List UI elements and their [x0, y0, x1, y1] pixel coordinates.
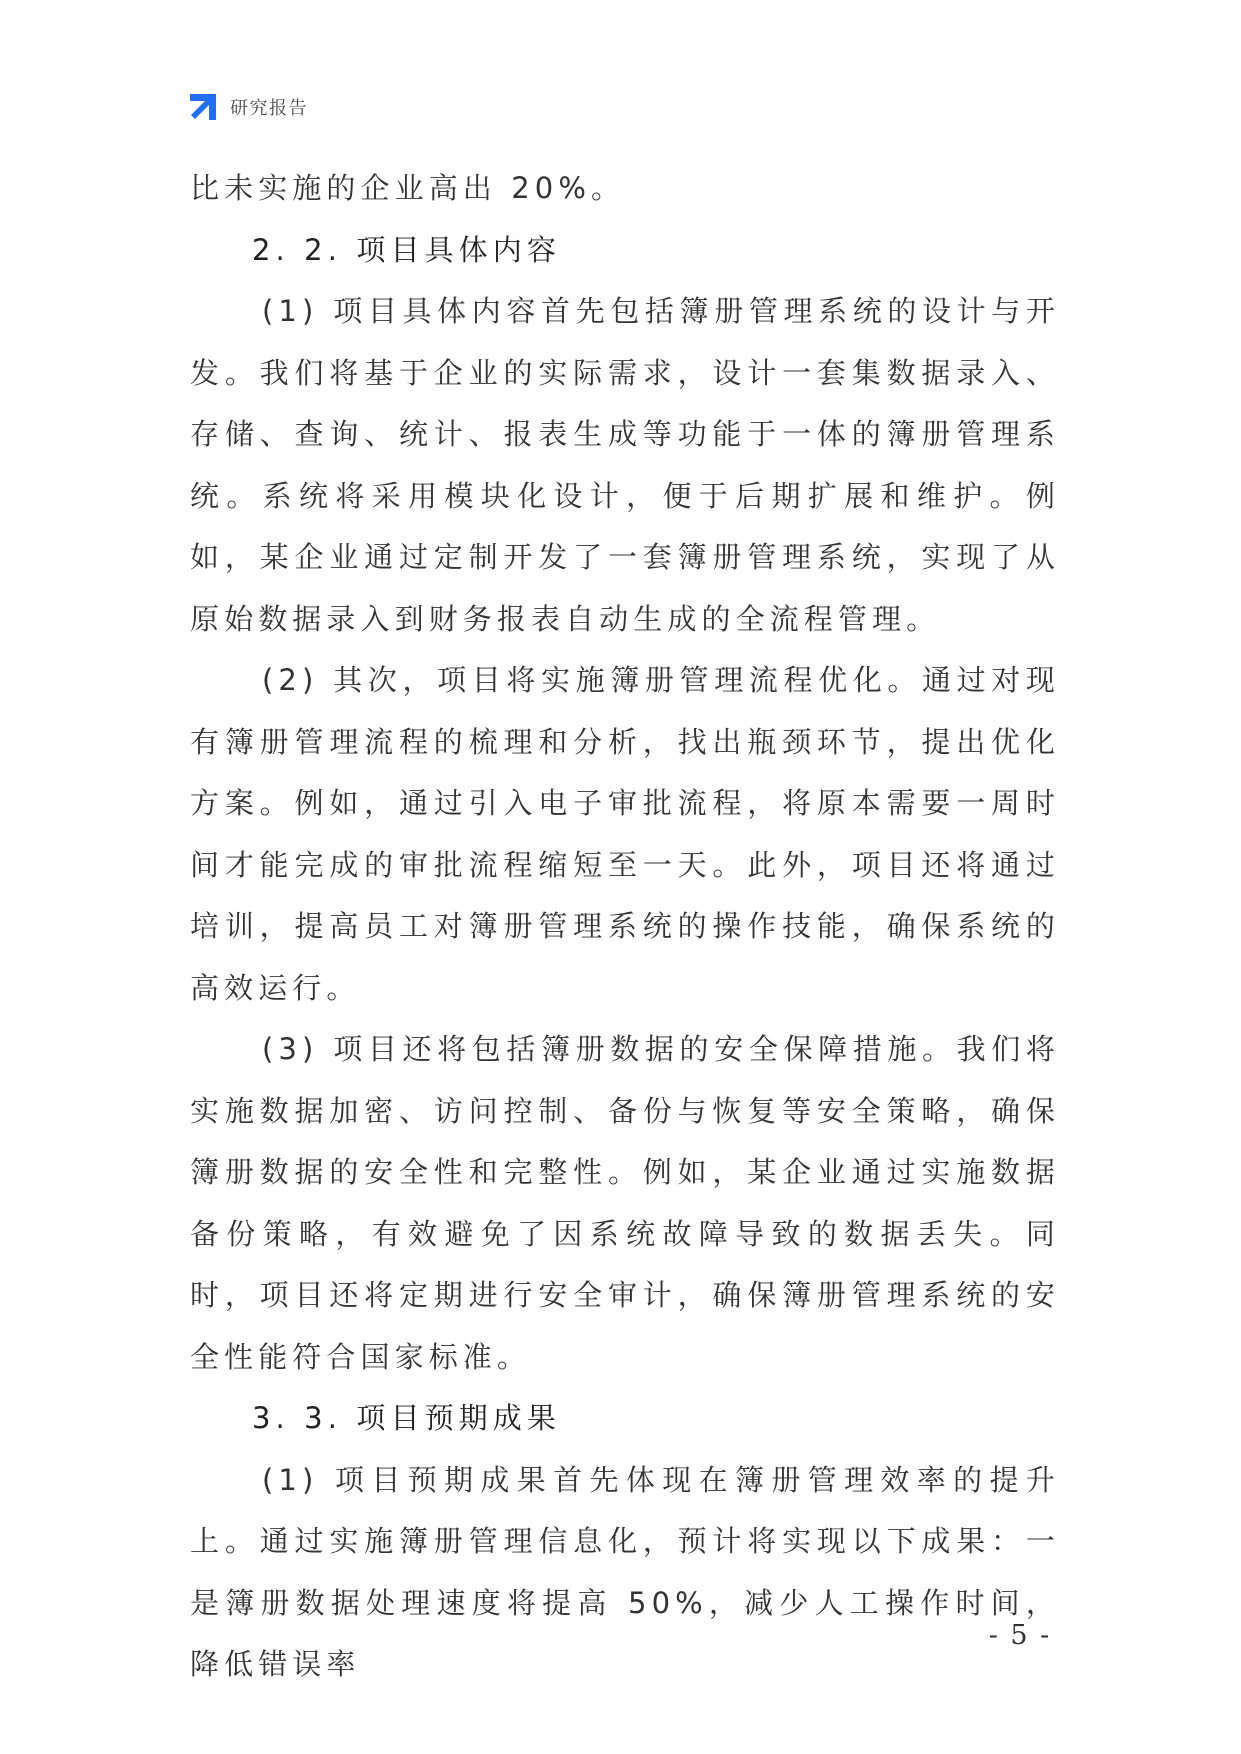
paragraph-2-2-1: (1) 项目具体内容首先包括簿册管理系统的设计与开发。我们将基于企业的实际需求，设计一套集数据录入、存储、查询、统计、报表生成等功能于一体的簿册管理系统。系统将采用模块化设计，便于后期扩展和维护。例如，某企业通过定制开发了一套簿册管理系统，实现了从原始数据录入到财务报表自动生成的全流程管理。 [190, 294, 1060, 636]
section-heading-2-2: 2. 2. 项目具体内容 [252, 232, 561, 267]
page-header [188, 90, 308, 124]
page-number: - 5 - [988, 1620, 1052, 1651]
header-title: 研究报告 [230, 98, 308, 119]
paragraph-2-2-2: (2) 其次，项目将实施簿册管理流程优化。通过对现有簿册管理流程的梳理和分析，找出瓶颈环节，提出优化方案。例如，通过引入电子审批流程，将原本需要一周时间才能完成的审批流程缩短至一天。此外，项目还将通过培训，提高员工对簿册管理系统的操作技能，确保系统的高效运行。 [190, 663, 1060, 1005]
document-body [190, 158, 1060, 1696]
paragraph-3-3-1: (1) 项目预期成果首先体现在簿册管理效率的提升上。通过实施簿册管理信息化，预计将实现以下成果：一是簿册数据处理速度将提高 50%，减少人工操作时间，降低错误率 [190, 1462, 1060, 1681]
section-heading-3-3: 3. 3. 项目预期成果 [252, 1401, 561, 1435]
carryover-paragraph: 比未实施的企业高出 20%。 [190, 171, 626, 205]
arrow-up-right-icon [188, 92, 218, 122]
paragraph-2-2-3: (3) 项目还将包括簿册数据的安全保障措施。我们将实施数据加密、访问控制、备份与恢复等安全策略，确保簿册数据的安全性和完整性。例如，某企业通过实施数据备份策略，有效避免了因系统故障导致的数据丢失。同时，项目还将定期进行安全审计，确保簿册管理系统的安全性能符合国家标准。 [190, 1032, 1060, 1374]
